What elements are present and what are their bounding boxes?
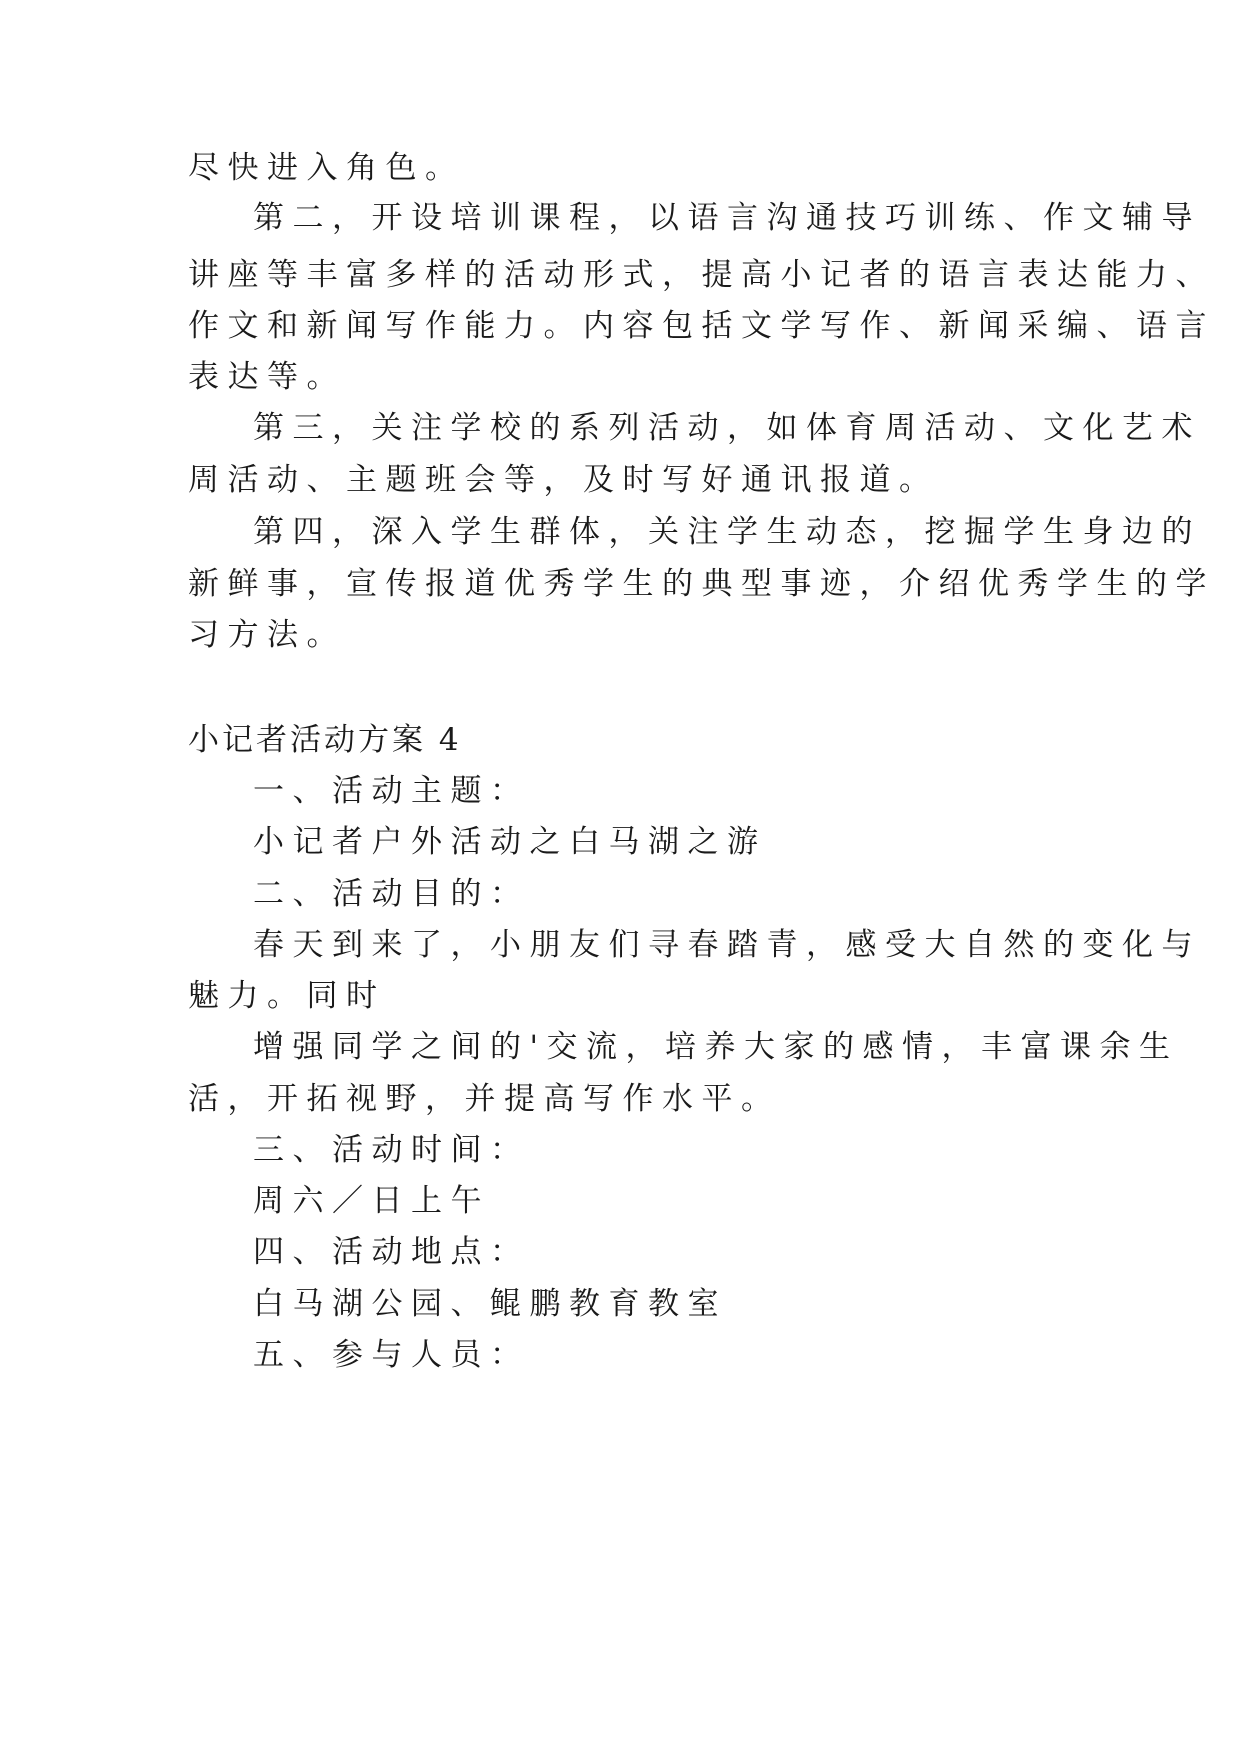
paragraph-line: 五、参与人员： bbox=[253, 1337, 530, 1373]
paragraph-line: 增强同学之间的'交流，培养大家的感情，丰富课余生 bbox=[253, 1029, 1179, 1065]
paragraph-line: 讲座等丰富多样的活动形式，提高小记者的语言表达能力、 bbox=[188, 257, 1215, 293]
paragraph-line: 魅力。同时 bbox=[188, 978, 386, 1014]
paragraph-line: 活，开拓视野，并提高写作水平。 bbox=[188, 1081, 781, 1117]
paragraph-line: 新鲜事，宣传报道优秀学生的典型事迹，介绍优秀学生的学 bbox=[188, 566, 1215, 602]
paragraph-line: 作文和新闻写作能力。内容包括文学写作、新闻采编、语言 bbox=[188, 308, 1215, 344]
paragraph-line: 小记者户外活动之白马湖之游 bbox=[253, 824, 767, 860]
paragraph-line: 周活动、主题班会等，及时写好通讯报道。 bbox=[188, 462, 939, 498]
paragraph-line: 周六／日上午 bbox=[253, 1183, 490, 1219]
paragraph-line: 尽快进入角色。 bbox=[188, 150, 465, 186]
paragraph-line: 表达等。 bbox=[188, 359, 346, 395]
paragraph-line: 三、活动时间： bbox=[253, 1132, 530, 1168]
paragraph-line: 第四，深入学生群体，关注学生动态，挖掘学生身边的 bbox=[253, 514, 1201, 550]
paragraph-line: 春天到来了，小朋友们寻春踏青，感受大自然的变化与 bbox=[253, 927, 1201, 963]
paragraph-line: 四、活动地点： bbox=[253, 1234, 530, 1270]
paragraph-line: 二、活动目的： bbox=[253, 876, 530, 912]
paragraph-line: 白马湖公园、鲲鹏教育教室 bbox=[253, 1286, 727, 1322]
paragraph-line: 第二，开设培训课程，以语言沟通技巧训练、作文辅导 bbox=[253, 200, 1201, 236]
paragraph-line: 习方法。 bbox=[188, 617, 346, 653]
section-heading: 小记者活动方案 4 bbox=[188, 722, 462, 758]
paragraph-line: 第三，关注学校的系列活动，如体育周活动、文化艺术 bbox=[253, 410, 1201, 446]
paragraph-line: 一、活动主题： bbox=[253, 773, 530, 809]
